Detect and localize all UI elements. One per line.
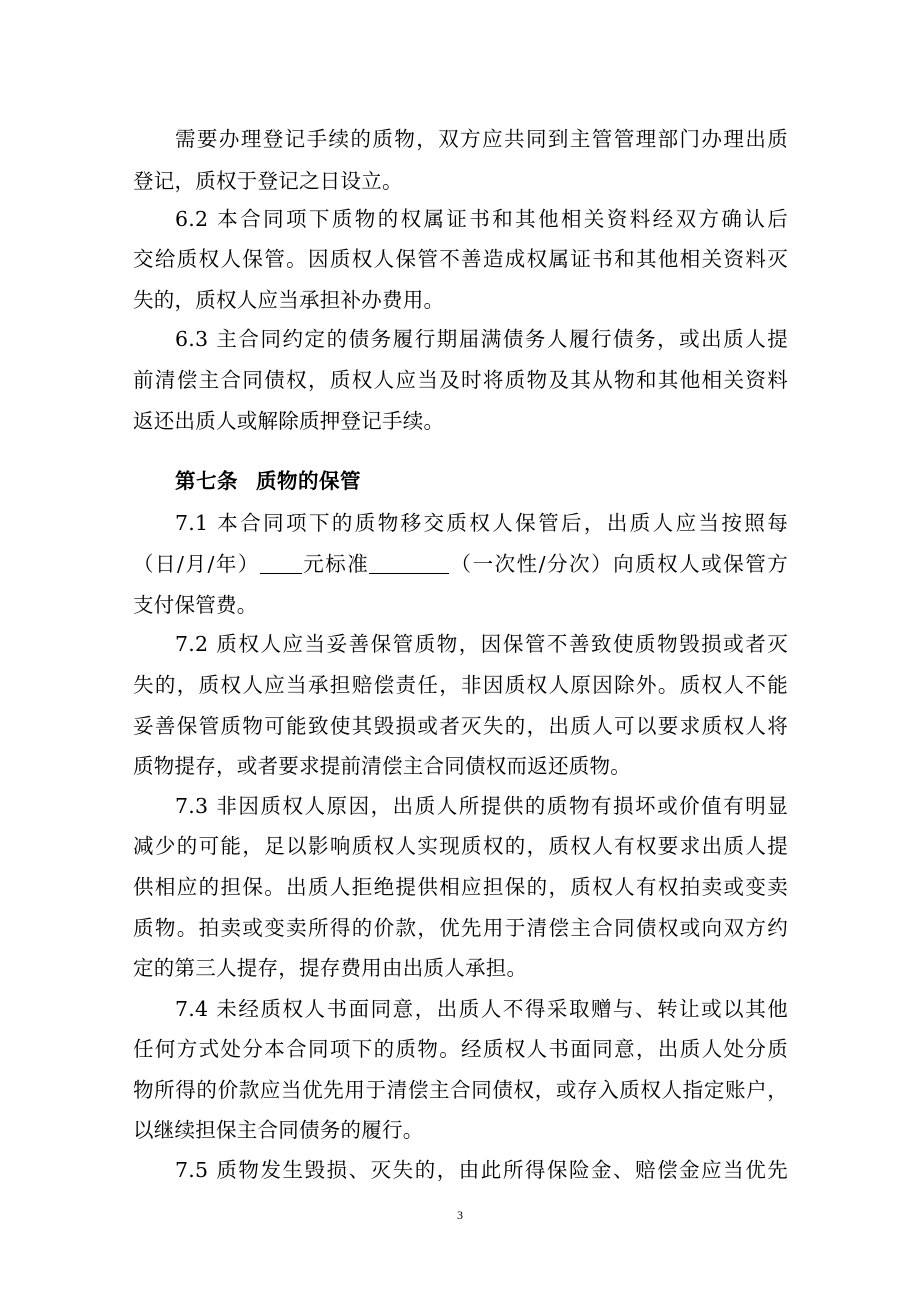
page-number: 3: [457, 1208, 463, 1222]
fee-amount-blank: [260, 553, 302, 574]
clause-7-2-line-4: 质物提存，或者要求提前清偿主合同债权而返还质物。: [133, 754, 631, 778]
clause-7-3-line-4: 质物。拍卖或变卖所得的价款，优先用于清偿主合同债权或向双方约: [133, 916, 788, 940]
clause-7-1-line-2: [133, 547, 788, 581]
clause-7-3-line-5: 定的第三人提存，提存费用由出质人承担。: [133, 956, 528, 980]
clause-6-2-line-1: 6.2 本合同项下质物的权属证书和其他相关资料经双方确认后: [175, 207, 788, 231]
clause-6-3-line-1: 6.3 主合同约定的债务履行期届满债务人履行债务，或出质人提: [175, 327, 788, 351]
clause-7-4-line-4: 以继续担保主合同债务的履行。: [133, 1118, 424, 1142]
clause-7-2-line-1: 7.2 质权人应当妥善保管质物，因保管不善致使质物毁损或者灭: [175, 632, 788, 656]
fee-standard-text: 元标准: [301, 552, 370, 576]
clause-7-5-line-1: 7.5 质物发生毁损、灭失的，由此所得保险金、赔偿金应当优先: [175, 1158, 788, 1182]
clause-6-2-line-2: 交给质权人保管。因质权人保管不善造成权属证书和其他相关资料灭: [133, 247, 788, 271]
paragraph-6-1-line-1: 需要办理登记手续的质物，双方应共同到主管管理部门办理出质: [175, 127, 788, 151]
clause-7-3-line-2: 减少的可能，足以影响质权人实现质权的，质权人有权要求出质人提: [133, 834, 788, 858]
clause-6-3-line-2: 前清偿主合同债权，质权人应当及时将质物及其从物和其他相关资料: [133, 368, 788, 392]
period-option-text: （日/月/年）: [133, 552, 260, 576]
article-7-number: 第七条: [175, 469, 238, 493]
article-7-heading: [175, 464, 361, 498]
payment-method-text: （一次性/分次）向质权人或保管方: [449, 552, 788, 576]
clause-6-3-line-3: 返还出质人或解除质押登记手续。: [133, 409, 445, 433]
clause-7-2-line-2: 失的，质权人应当承担赔偿责任，非因质权人原因除外。质权人不能: [133, 673, 788, 697]
clause-7-3-line-3: 供相应的担保。出质人拒绝提供相应担保的，质权人有权拍卖或变卖: [133, 875, 788, 899]
paragraph-6-1-line-2: 登记，质权于登记之日设立。: [133, 169, 403, 193]
clause-7-1-line-3: 支付保管费。: [133, 593, 258, 617]
clause-7-2-line-3: 妥善保管质物可能致使其毁损或者灭失的，出质人可以要求质权人将: [133, 714, 788, 738]
clause-7-3-line-1: 7.3 非因质权人原因，出质人所提供的质物有损坏或价值有明显: [175, 794, 788, 818]
payment-method-blank: [369, 553, 449, 574]
clause-7-1-line-1: 7.1 本合同项下的质物移交质权人保管后，出质人应当按照每: [175, 511, 788, 535]
clause-6-2-line-3: 失的，质权人应当承担补办费用。: [133, 288, 445, 312]
article-7-title: 质物的保管: [256, 469, 361, 493]
clause-7-4-line-2: 任何方式处分本合同项下的质物。经质权人书面同意，出质人处分质: [133, 1037, 788, 1061]
clause-7-4-line-3: 物所得的价款应当优先用于清偿主合同债权，或存入质权人指定账户，: [133, 1078, 788, 1102]
clause-7-4-line-1: 7.4 未经质权人书面同意，出质人不得采取赠与、转让或以其他: [175, 997, 788, 1021]
